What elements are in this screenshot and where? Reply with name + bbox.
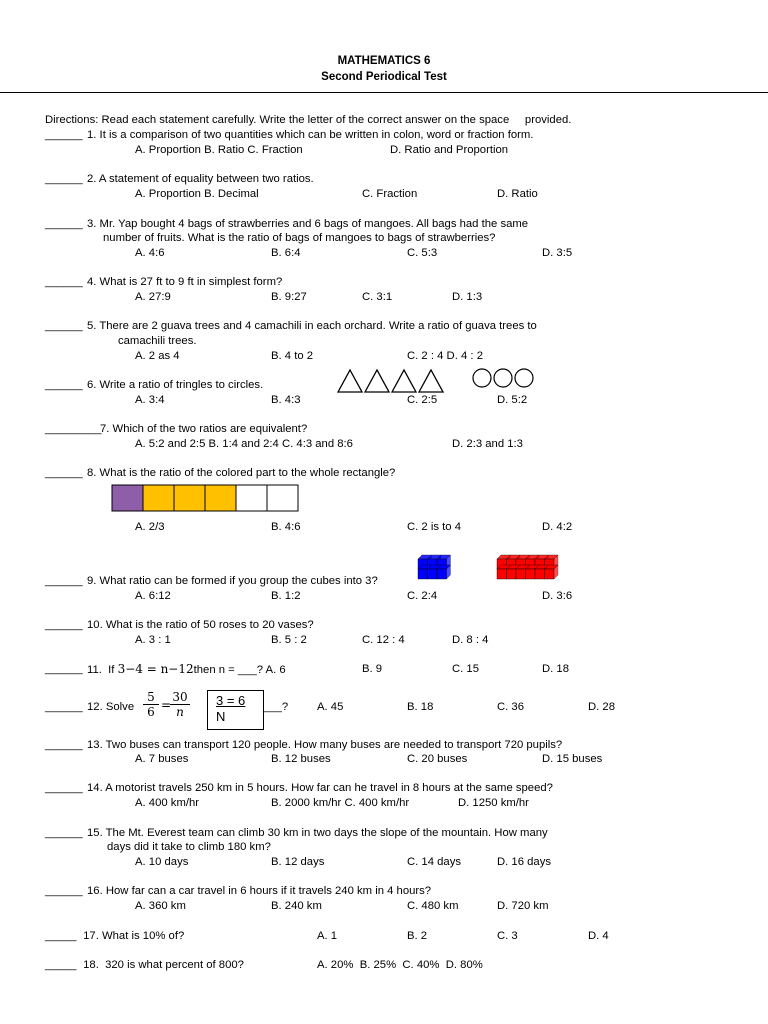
question-12-choice-c: C. 36 <box>497 701 525 713</box>
circles-figure <box>472 369 542 389</box>
circle-shape <box>473 369 491 387</box>
cube-front <box>526 569 536 579</box>
answer-blank-15[interactable]: ______ <box>45 827 83 839</box>
question-8-choice-a: A. 2/3 <box>135 521 165 533</box>
question-14-choice-a: A. 400 km/hr <box>135 797 200 809</box>
question-7-choice-d: D. 2:3 and 1:3 <box>452 438 523 450</box>
question-4-stem: 4. What is 27 ft to 9 ft in simplest form? <box>87 276 283 288</box>
answer-blank-6[interactable]: ______ <box>45 379 83 391</box>
answer-blank-13[interactable]: ______ <box>45 739 83 751</box>
question-11-choice-c: C. 15 <box>452 663 480 675</box>
rectangle-cell <box>236 485 267 511</box>
question-17-choice-b: B. 2 <box>407 930 428 942</box>
triangles-figure <box>336 368 446 394</box>
red-cubes-figure <box>497 551 615 583</box>
fraction-1-numerator: 5 <box>143 690 159 705</box>
question-9-choice-c: C. 2:4 <box>407 590 438 602</box>
question-2-stem: 2. A statement of equality between two ratios. <box>87 173 314 185</box>
question-16-choice-c: C. 480 km <box>407 900 459 912</box>
answer-blank-2[interactable]: ______ <box>45 173 83 185</box>
question-6-choice-c: C. 2:5 <box>407 394 438 406</box>
question-9-choice-d: D. 3:6 <box>542 590 573 602</box>
question-17-stem: 17. What is 10% of? <box>80 930 185 942</box>
question-10-choice-a: A. 3 : 1 <box>135 634 171 646</box>
rectangle-cell <box>174 485 205 511</box>
question-3-stem: 3. Mr. Yap bought 4 bags of strawberries and 6 bags of mangoes. All bags had the same <box>87 218 529 230</box>
triangle-shape <box>419 370 443 392</box>
question-2-choices: A. Proportion B. Decimal <box>135 188 259 200</box>
question-9-stem: 9. What ratio can be formed if you group the cubes into 3? <box>87 575 378 587</box>
question-14-choice-d: D. 1250 km/hr <box>458 797 529 809</box>
question-8-choice-b: B. 4:6 <box>271 521 301 533</box>
question-9-choice-a: A. 6:12 <box>135 590 171 602</box>
question-12-choice-d: D. 28 <box>588 701 616 713</box>
question-17-choice-d: D. 4 <box>588 930 609 942</box>
proportion-box-line-1: 3 = 6 <box>216 693 246 708</box>
question-5-stem-2: camachili trees. <box>118 335 197 347</box>
question-10-choice-c: C. 12 : 4 <box>362 634 405 646</box>
answer-blank-17[interactable]: _____ <box>45 930 77 942</box>
question-13-choice-d: D. 15 buses <box>542 753 603 765</box>
fraction-30-n <box>170 690 190 719</box>
question-4-choice-c: C. 3:1 <box>362 291 393 303</box>
answer-blank-16[interactable]: ______ <box>45 885 83 897</box>
circle-shape <box>515 369 533 387</box>
fraction-2-numerator: 30 <box>170 690 190 705</box>
question-7-choices: A. 5:2 and 2:5 B. 1:4 and 2:4 C. 4:3 and 8:6 <box>135 438 353 450</box>
question-4-choice-d: D. 1:3 <box>452 291 483 303</box>
question-9-choice-b: B. 1:2 <box>271 590 301 602</box>
question-10-choice-b: B. 5 : 2 <box>271 634 307 646</box>
question-8-choice-c: C. 2 is to 4 <box>407 521 461 533</box>
question-18-stem: 18. 320 is what percent of 800? <box>80 959 244 971</box>
page-subtitle: Second Periodical Test <box>321 71 447 83</box>
answer-blank-9[interactable]: ______ <box>45 575 83 587</box>
question-15-choice-a: A. 10 days <box>135 856 189 868</box>
answer-blank-10[interactable]: ______ <box>45 619 83 631</box>
answer-blank-1[interactable]: ______ <box>45 129 83 141</box>
question-6-stem: 6. Write a ratio of tringles to circles. <box>87 379 264 391</box>
colored-rectangle-figure <box>111 484 301 512</box>
question-5-choice-b: B. 4 to 2 <box>271 350 314 362</box>
question-14-choices-bc: B. 2000 km/hr C. 400 km/hr <box>271 797 410 809</box>
question-10-choice-d: D. 8 : 4 <box>452 634 489 646</box>
answer-blank-8[interactable]: ______ <box>45 467 83 479</box>
question-3-choice-a: A. 4:6 <box>135 247 165 259</box>
rectangle-cell <box>205 485 236 511</box>
question-5-choice-cd: C. 2 : 4 D. 4 : 2 <box>407 350 483 362</box>
rectangle-cell <box>112 485 143 511</box>
blue-cubes-figure <box>418 551 480 583</box>
question-15-choice-d: D. 16 days <box>497 856 552 868</box>
question-1-choice-d: D. Ratio and Proportion <box>390 144 509 156</box>
cube-front <box>516 569 526 579</box>
question-7-stem: 7. Which of the two ratios are equivalent? <box>100 423 308 435</box>
question-15-stem: 15. The Mt. Everest team can climb 30 km in two days the slope of the mountain. How many <box>87 827 548 839</box>
header-rule <box>0 92 768 93</box>
question-11-stem <box>87 662 286 677</box>
cube <box>545 565 559 579</box>
question-12-tail: ___? <box>263 701 289 713</box>
question-15-stem-2: days did it take to climb 180 km? <box>107 841 271 853</box>
question-10-stem: 10. What is the ratio of 50 roses to 20 vases? <box>87 619 314 631</box>
question-3-stem-2: number of fruits. What is the ratio of bags of mangoes to bags of strawberries? <box>103 232 496 244</box>
fraction-2-denominator: n <box>176 705 184 719</box>
question-16-choice-b: B. 240 km <box>271 900 322 912</box>
cube-front <box>545 569 555 579</box>
question-18-choices: A. 20% B. 25% C. 40% D. 80% <box>317 959 483 971</box>
question-1-choices: A. Proportion B. Ratio C. Fraction <box>135 144 303 156</box>
question-2-choice-c: C. Fraction <box>362 188 418 200</box>
cube <box>437 565 451 579</box>
fraction-5-6 <box>143 690 159 719</box>
question-16-choice-d: D. 720 km <box>497 900 549 912</box>
proportion-box-line-2: N <box>216 709 226 724</box>
directions: Directions: Read each statement carefully. Write the letter of the correct answer on the space provided. <box>45 114 572 126</box>
question-13-choice-a: A. 7 buses <box>135 753 189 765</box>
question-3-choice-b: B. 6:4 <box>271 247 301 259</box>
question-1-stem: 1. It is a comparison of two quantities which can be written in colon, word or fraction form. <box>87 129 534 141</box>
answer-blank-5[interactable]: ______ <box>45 320 83 332</box>
answer-blank-3[interactable]: ______ <box>45 218 83 230</box>
question-11-choice-b: B. 9 <box>362 663 383 675</box>
cube-front <box>418 569 428 579</box>
question-13-choice-b: B. 12 buses <box>271 753 331 765</box>
question-16-choice-a: A. 360 km <box>135 900 186 912</box>
answer-blank-7[interactable]: _________ <box>45 423 102 435</box>
question-17-choice-a: A. 1 <box>317 930 338 942</box>
question-5-stem: 5. There are 2 guava trees and 4 camachili in each orchard. Write a ratio of guava trees to <box>87 320 537 332</box>
question-2-choice-d: D. Ratio <box>497 188 538 200</box>
question-17-choice-c: C. 3 <box>497 930 518 942</box>
question-8-choice-d: D. 4:2 <box>542 521 573 533</box>
question-13-choice-c: C. 20 buses <box>407 753 468 765</box>
answer-blank-18[interactable]: _____ <box>45 959 77 971</box>
triangle-shape <box>392 370 416 392</box>
rectangle-cell <box>143 485 174 511</box>
question-4-choice-b: B. 9:27 <box>271 291 307 303</box>
cube-front <box>437 569 447 579</box>
question-12-choice-a: A. 45 <box>317 701 344 713</box>
triangle-shape <box>365 370 389 392</box>
question-14-stem: 14. A motorist travels 250 km in 5 hours. How far can he travel in 8 hours at the same speed? <box>87 782 553 794</box>
cube-front <box>507 569 517 579</box>
question-8-stem: 8. What is the ratio of the colored part to the whole rectangle? <box>87 467 396 479</box>
cube-front <box>535 569 545 579</box>
rectangle-cell <box>267 485 298 511</box>
question-3-choice-d: D. 3:5 <box>542 247 573 259</box>
question-13-stem: 13. Two buses can transport 120 people. How many buses are needed to transport 720 pupils? <box>87 739 563 751</box>
proportion-box <box>207 690 264 730</box>
circle-shape <box>494 369 512 387</box>
answer-blank-4[interactable]: ______ <box>45 276 83 288</box>
question-15-choice-c: C. 14 days <box>407 856 462 868</box>
question-11-choice-d: D. 18 <box>542 663 570 675</box>
question-15-choice-b: B. 12 days <box>271 856 325 868</box>
page-title: MATHEMATICS 6 <box>337 55 431 67</box>
cube-front <box>428 569 438 579</box>
fraction-1-denominator: 6 <box>147 705 155 719</box>
question-6-choice-b: B. 4:3 <box>271 394 301 406</box>
question-11-equation: 3−4 = n−12 <box>117 662 194 676</box>
equals-sign: = <box>161 698 172 712</box>
question-6-choice-a: A. 3:4 <box>135 394 165 406</box>
question-11-stem-pre: 11. If <box>87 664 118 676</box>
question-12-choice-b: B. 18 <box>407 701 434 713</box>
triangle-shape <box>338 370 362 392</box>
answer-blank-14[interactable]: ______ <box>45 782 83 794</box>
answer-blank-11[interactable]: ______ <box>45 663 83 675</box>
answer-blank-12[interactable]: ______ <box>45 701 83 713</box>
question-6-choice-d: D. 5:2 <box>497 394 528 406</box>
question-11-stem-post: then n = ___? A. 6 <box>193 664 286 676</box>
question-5-choice-a: A. 2 as 4 <box>135 350 180 362</box>
question-16-stem: 16. How far can a car travel in 6 hours if it travels 240 km in 4 hours? <box>87 885 432 897</box>
question-12-stem: 12. Solve <box>87 701 135 713</box>
question-3-choice-c: C. 5:3 <box>407 247 438 259</box>
question-4-choice-a: A. 27:9 <box>135 291 171 303</box>
cube-front <box>497 569 507 579</box>
